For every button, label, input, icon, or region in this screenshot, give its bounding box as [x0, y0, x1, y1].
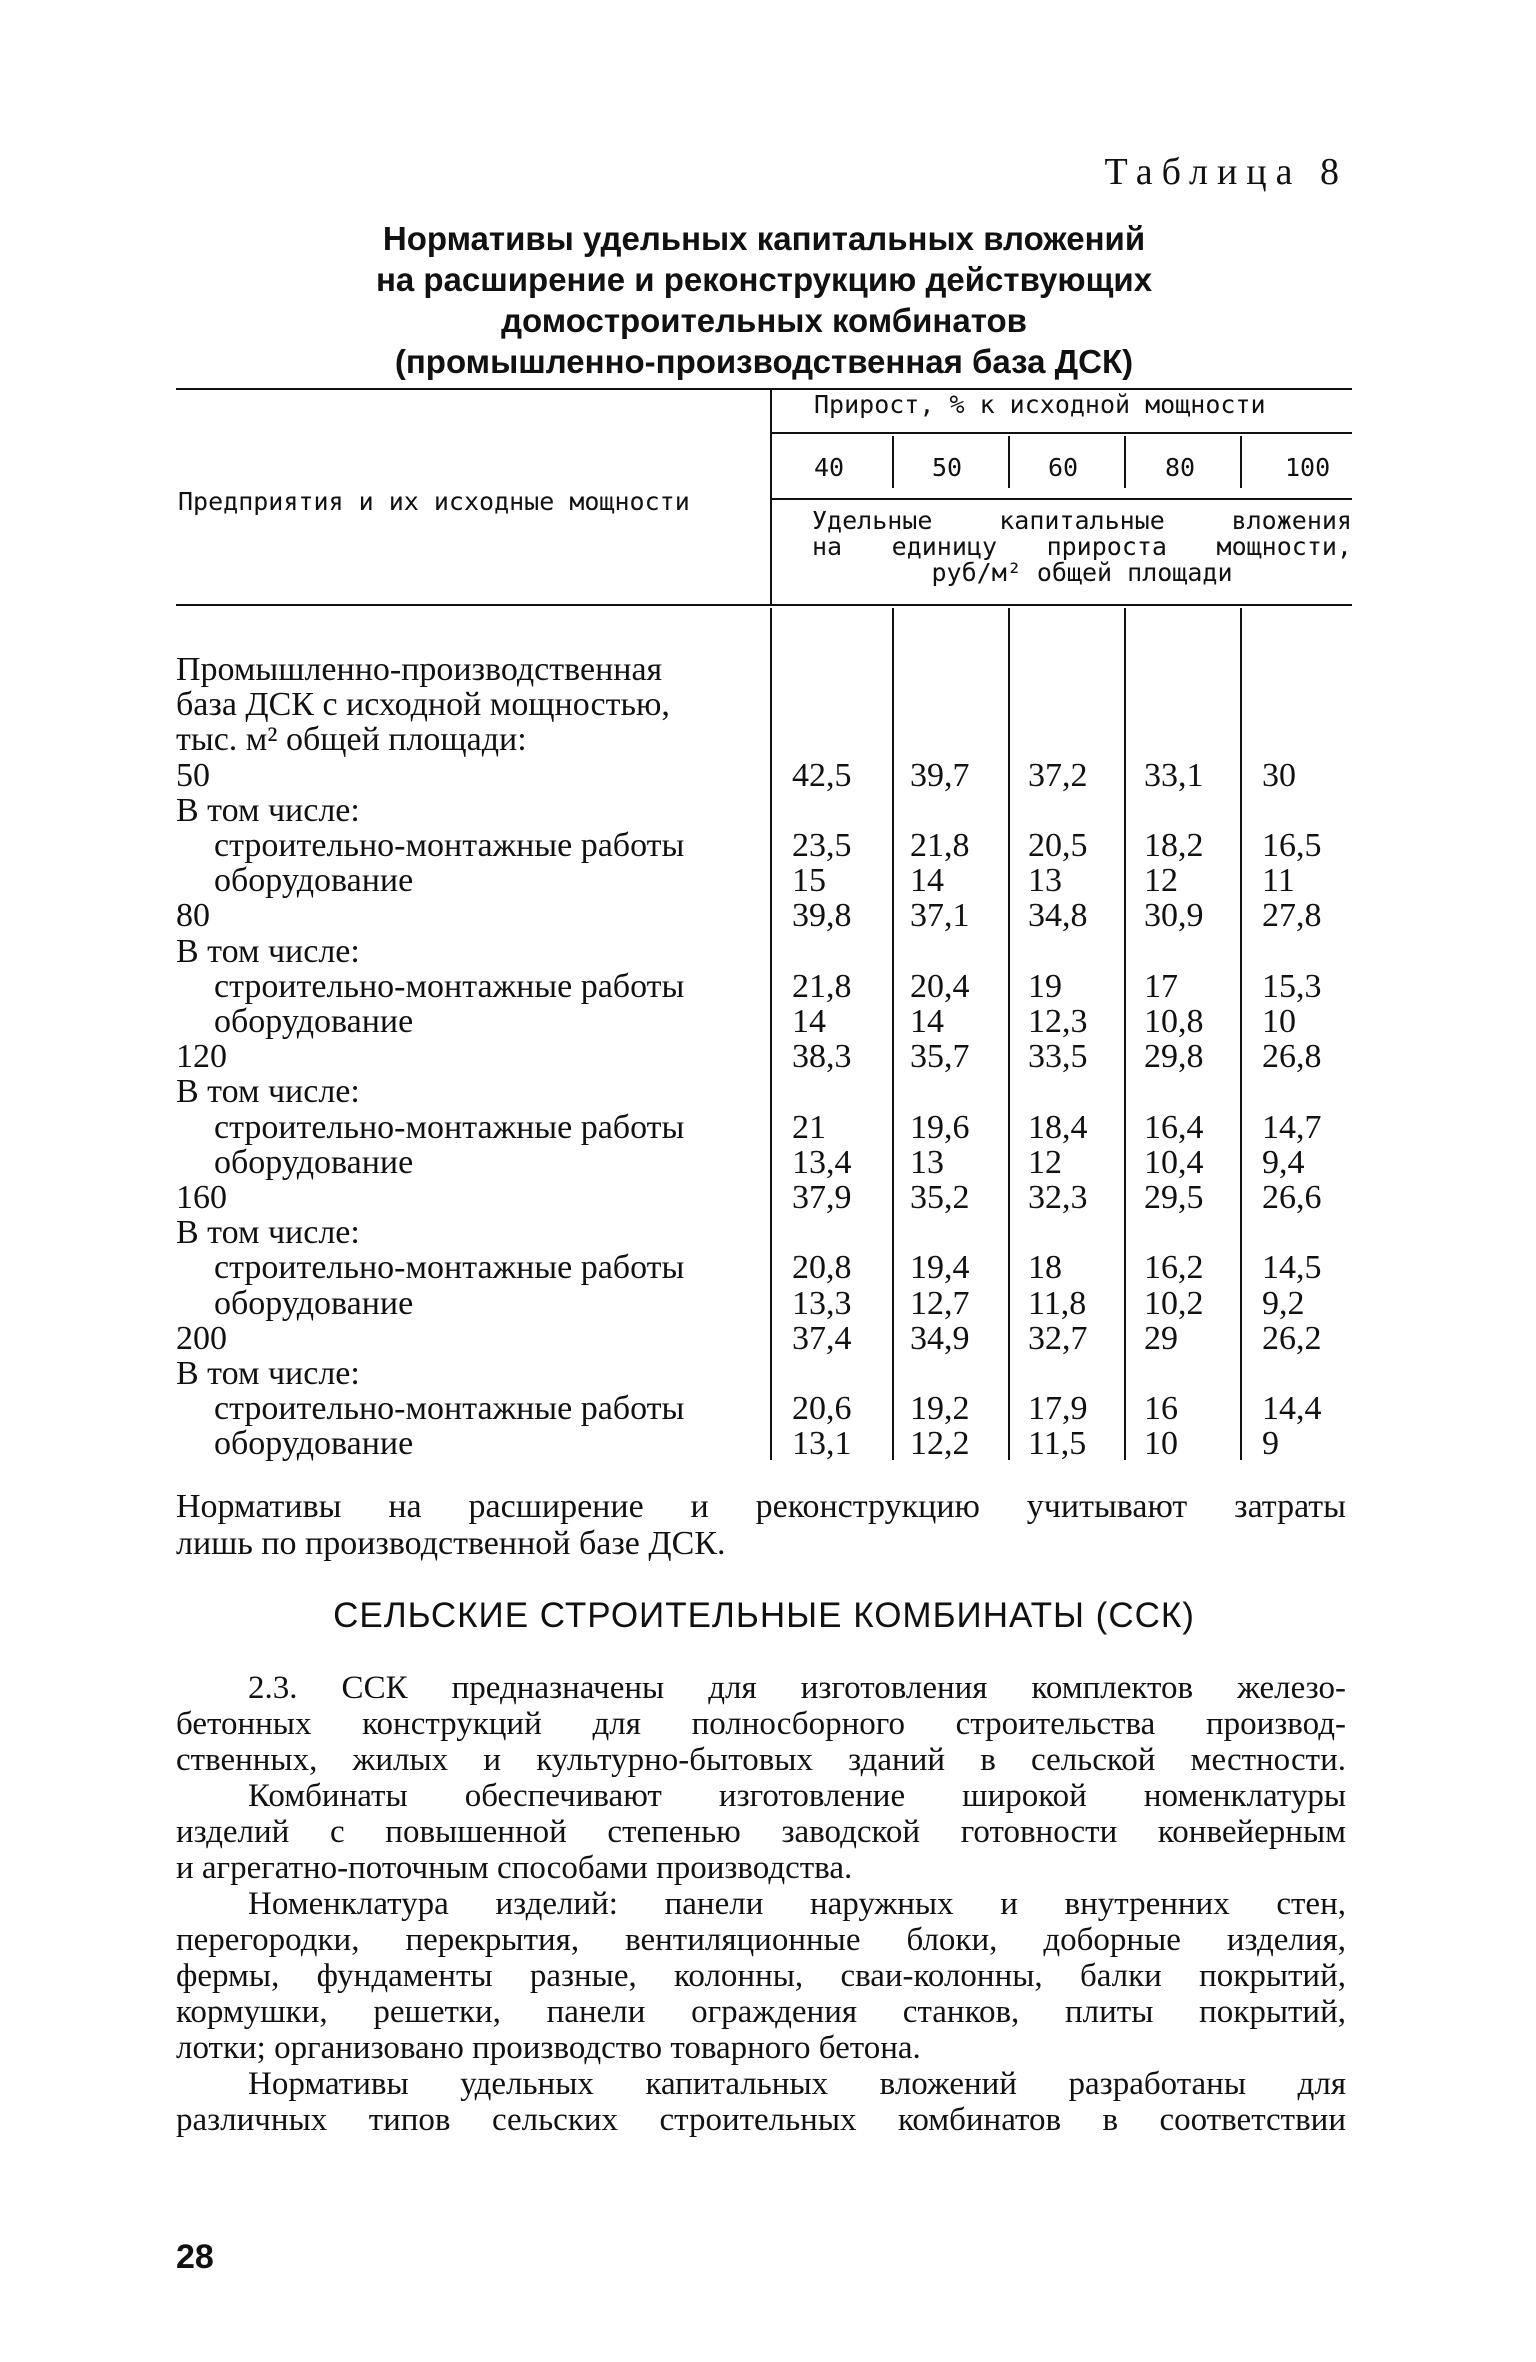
value-cell: 10 [1144, 1425, 1178, 1463]
value-cell: 14 [910, 862, 944, 900]
value-cell: 37,1 [910, 897, 970, 935]
body-line: изделий с повышенной степенью заводской готовности конвейерным [176, 1814, 1346, 1850]
pct-divider [1008, 436, 1010, 488]
title-line: домостроительных комбинатов [501, 302, 1027, 339]
value-cell: 17 [1144, 967, 1178, 1005]
pct-header-80: 80 [1165, 453, 1196, 482]
value-cell: 14,7 [1262, 1108, 1322, 1146]
value-cell: 12,7 [910, 1284, 970, 1322]
row-label: Промышленно-производственная [176, 651, 663, 688]
row-label: В том числе: [176, 791, 360, 829]
value-cell: 12,3 [1028, 1003, 1088, 1040]
table-title [176, 218, 1352, 382]
value-cell: 38,3 [792, 1038, 852, 1076]
value-cell: 13,4 [792, 1143, 852, 1181]
unit-line: Удельные капитальные вложения [812, 506, 1352, 535]
value-cell: 33,5 [1028, 1038, 1088, 1076]
value-cell: 39,8 [792, 897, 852, 935]
value-cell: 15,3 [1262, 967, 1322, 1005]
value-cell: 13 [1028, 862, 1062, 900]
value-cell: 37,4 [792, 1319, 852, 1357]
table-note [176, 1488, 1346, 1562]
value-cell: 14,4 [1262, 1390, 1322, 1428]
value-cell: 29 [1144, 1319, 1178, 1357]
body-line: различных типов сельских строительных комбинатов в соответствии [176, 2102, 1346, 2138]
value-cell: 18,2 [1144, 827, 1204, 864]
value-cell: 16,2 [1144, 1249, 1204, 1287]
row-label: 120 [176, 1038, 227, 1076]
body-line: 2.3. ССК предназначены для изготовления комплектов железо- [248, 1670, 1346, 1706]
pct-header-50: 50 [932, 453, 963, 482]
value-cell: 9,2 [1262, 1284, 1305, 1322]
value-cell: 10,4 [1144, 1143, 1204, 1181]
body-line: Номенклатура изделий: панели наружных и внутренних стен, [248, 1886, 1346, 1922]
note-line: лишь по производственной базе ДСК. [176, 1525, 726, 1562]
value-cell: 32,7 [1028, 1319, 1088, 1357]
column-divider [892, 608, 894, 1460]
value-cell: 16,5 [1262, 827, 1322, 864]
pct-header-60: 60 [1048, 453, 1079, 482]
value-cell: 19,2 [910, 1390, 970, 1428]
value-cell: 30,9 [1144, 897, 1204, 935]
value-cell: 20,6 [792, 1390, 852, 1428]
value-cell: 11,5 [1028, 1425, 1087, 1463]
value-cell: 18,4 [1028, 1108, 1088, 1146]
pct-divider [1240, 436, 1242, 488]
growth-header: Прирост, % к исходной мощности [814, 390, 1266, 419]
value-cell: 16,4 [1144, 1108, 1204, 1146]
value-cell: 35,7 [910, 1038, 970, 1076]
value-cell: 42,5 [792, 756, 852, 794]
value-cell: 17,9 [1028, 1390, 1088, 1428]
value-cell: 20,4 [910, 967, 970, 1005]
table-label: Таблица 8 [1104, 151, 1348, 193]
row-label: база ДСК с исходной мощностью, [176, 686, 670, 724]
column-divider [770, 608, 772, 1460]
row-label: оборудование [214, 1143, 414, 1181]
row-label: оборудование [214, 1425, 414, 1463]
value-cell: 29,5 [1144, 1179, 1204, 1216]
value-cell: 27,8 [1262, 897, 1322, 935]
row-label: строительно-монтажные работы [214, 827, 685, 864]
value-cell: 37,9 [792, 1179, 852, 1216]
value-cell: 13,1 [792, 1425, 852, 1463]
value-cell: 26,2 [1262, 1319, 1322, 1357]
value-cell: 18 [1028, 1249, 1062, 1287]
unit-header [812, 508, 1352, 586]
header-bottom-rule [176, 604, 1352, 606]
value-cell: 29,8 [1144, 1038, 1204, 1076]
title-line: Нормативы удельных капитальных вложений [382, 220, 1146, 257]
body-text [176, 1670, 1346, 2138]
row-header: Предприятия и их исходные мощности [178, 487, 690, 516]
body-line: фермы, фундаменты разные, колонны, сваи-колонны, балки покрытий, [176, 1958, 1346, 1994]
row-label: В том числе: [176, 932, 360, 970]
row-label: 50 [176, 756, 210, 794]
value-cell: 34,8 [1028, 897, 1088, 935]
row-label: тыс. м² общей площади: [176, 721, 527, 759]
value-cell: 23,5 [792, 827, 852, 864]
value-cell: 34,9 [910, 1319, 970, 1357]
title-line: на расширение и реконструкцию действующих [375, 261, 1153, 298]
value-cell: 12,2 [910, 1425, 970, 1463]
growth-rule [772, 432, 1352, 434]
value-cell: 12 [1144, 862, 1178, 900]
body-line: Нормативы удельных капитальных вложений разработаны для [248, 2066, 1346, 2102]
row-label: строительно-монтажные работы [214, 1390, 685, 1428]
value-cell: 19,6 [910, 1108, 970, 1146]
row-label: В том числе: [176, 1073, 360, 1111]
value-cell: 19 [1028, 967, 1062, 1005]
row-label: 80 [176, 897, 210, 935]
row-label: оборудование [214, 862, 414, 900]
title-line: (промышленно-производственная база ДСК) [394, 343, 1134, 380]
section-heading: СЕЛЬСКИЕ СТРОИТЕЛЬНЫЕ КОМБИНАТЫ (ССК) [333, 1596, 1195, 1635]
row-label: оборудование [214, 1003, 414, 1040]
value-cell: 21,8 [910, 827, 970, 864]
note-line: Нормативы на расширение и реконструкцию учитывают затраты [176, 1488, 1346, 1525]
value-cell: 20,5 [1028, 827, 1088, 864]
value-cell: 32,3 [1028, 1179, 1088, 1216]
value-cell: 14 [910, 1003, 944, 1040]
body-line: и агрегатно-поточным способами производства. [176, 1850, 853, 1886]
pct-divider [892, 436, 894, 488]
column-divider [1008, 608, 1010, 1460]
row-label: оборудование [214, 1284, 414, 1322]
value-cell: 10,2 [1144, 1284, 1204, 1322]
row-label: строительно-монтажные работы [214, 1249, 685, 1287]
value-cell: 35,2 [910, 1179, 970, 1216]
row-label: 200 [176, 1319, 227, 1357]
header-divider [770, 390, 772, 606]
value-cell: 21 [792, 1108, 826, 1146]
value-cell: 9 [1262, 1425, 1279, 1463]
value-cell: 14,5 [1262, 1249, 1322, 1287]
value-cell: 12 [1028, 1143, 1062, 1181]
row-label: В том числе: [176, 1355, 360, 1392]
value-cell: 10 [1262, 1003, 1296, 1040]
row-label: В том числе: [176, 1214, 360, 1252]
unit-line: на единицу прироста мощности, [812, 532, 1352, 561]
value-cell: 33,1 [1144, 756, 1204, 794]
value-cell: 13 [910, 1143, 944, 1181]
value-cell: 39,7 [910, 756, 970, 794]
value-cell: 37,2 [1028, 756, 1088, 794]
value-cell: 15 [792, 862, 826, 900]
body-line: ственных, жилых и культурно-бытовых зданий в сельской местности. [176, 1742, 1346, 1778]
value-cell: 13,3 [792, 1284, 852, 1322]
value-cell: 20,8 [792, 1249, 852, 1287]
row-label: строительно-монтажные работы [214, 1108, 685, 1146]
column-divider [1124, 608, 1126, 1460]
pct-rule [772, 498, 1352, 500]
pct-divider [1124, 436, 1126, 488]
body-line: кормушки, решетки, панели ограждения станков, плиты покрытий, [176, 1994, 1346, 2030]
value-cell: 10,8 [1144, 1003, 1204, 1040]
row-label: строительно-монтажные работы [214, 967, 685, 1005]
value-cell: 16 [1144, 1390, 1178, 1428]
value-cell: 11,8 [1028, 1284, 1087, 1322]
row-label: 160 [176, 1179, 227, 1216]
value-cell: 30 [1262, 756, 1296, 794]
value-cell: 21,8 [792, 967, 852, 1005]
body-line: Комбинаты обеспечивают изготовление широкой номенклатуры [248, 1778, 1346, 1814]
value-cell: 14 [792, 1003, 826, 1040]
page-number: 28 [176, 2238, 214, 2276]
column-divider [1240, 608, 1242, 1460]
value-cell: 26,6 [1262, 1179, 1322, 1216]
unit-line: руб/м² общей площади [931, 558, 1233, 587]
pct-header-100: 100 [1285, 453, 1331, 482]
value-cell: 26,8 [1262, 1038, 1322, 1076]
body-line: лотки; организовано производство товарного бетона. [176, 2030, 921, 2066]
value-cell: 9,4 [1262, 1143, 1305, 1181]
pct-header-40: 40 [814, 453, 845, 482]
value-cell: 19,4 [910, 1249, 970, 1287]
body-line: бетонных конструкций для полносборного строительства производ- [176, 1706, 1346, 1742]
value-cell: 11 [1262, 862, 1295, 900]
body-line: перегородки, перекрытия, вентиляционные блоки, доборные изделия, [176, 1922, 1346, 1958]
